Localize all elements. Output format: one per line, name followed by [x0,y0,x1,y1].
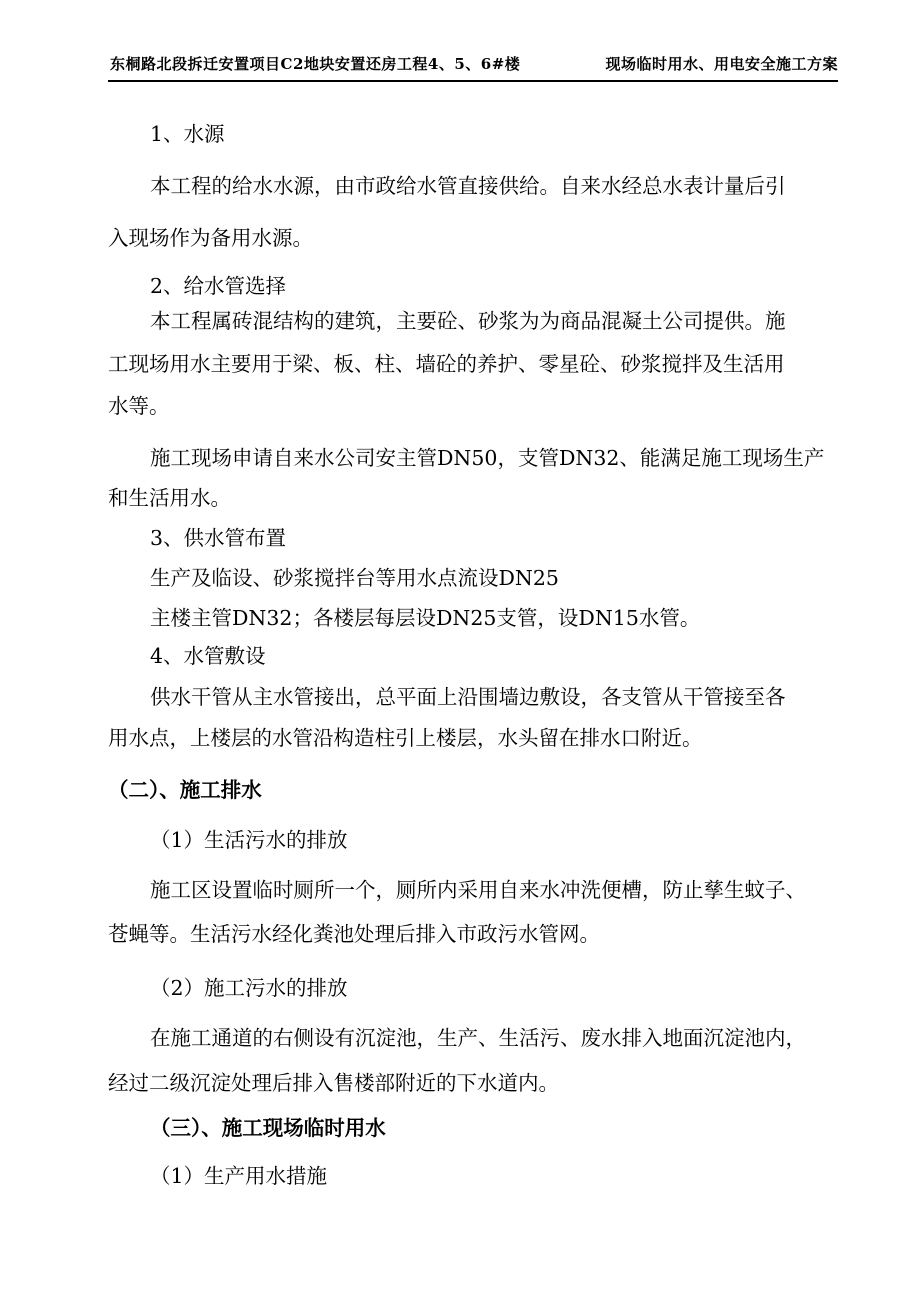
paragraph-line: 在施工通道的右侧设有沉淀池，生产、生活污、废水排入地面沉淀池内， [150,1026,806,1050]
paragraph-line: 主楼主管DN32；各楼层每层设DN25支管，设DN15水管。 [150,606,701,630]
page-header [108,50,838,82]
header-project-title: 东桐路北段拆迁安置项目C2地块安置还房工程4、5、6#楼 [110,55,521,73]
paragraph-line: 4、水管敷设 [150,644,266,668]
paragraph-line: 入现场作为备用水源。 [108,226,313,250]
paragraph-line: 水等。 [108,394,170,418]
paragraph-line: 本工程的给水水源，由市政给水管直接供给。自来水经总水表计量后引 [150,174,786,198]
paragraph-line: 2、给水管选择 [150,274,287,298]
paragraph-line: 经过二级沉淀处理后排入售楼部附近的下水道内。 [108,1071,559,1095]
paragraph-line: 施工区设置临时厕所一个，厕所内采用自来水冲洗便槽，防止孳生蚊子、 [150,878,806,902]
section-heading: （三）、施工现场临时用水 [150,1116,386,1140]
section-heading: （二）、施工排水 [108,778,262,802]
paragraph-line: 和生活用水。 [108,486,231,510]
paragraph-line: 生产及临设、砂浆搅拌台等用水点流设DN25 [150,566,559,590]
paragraph-line: 工现场用水主要用于梁、板、柱、墙砼的养护、零星砼、砂浆搅拌及生活用 [108,352,785,376]
paragraph-line: （1）生产用水措施 [150,1164,328,1188]
paragraph-line: 3、供水管布置 [150,526,287,550]
paragraph-line: 苍蝇等。生活污水经化粪池处理后排入市政污水管网。 [108,922,600,946]
paragraph-line: 供水干管从主水管接出，总平面上沿围墙边敷设，各支管从干管接至各 [150,685,786,709]
paragraph-line: 本工程属砖混结构的建筑，主要砼、砂浆为为商品混凝土公司提供。施 [150,309,786,333]
paragraph-line: （2）施工污水的排放 [150,976,348,1000]
paragraph-line: 1、水源 [150,122,225,146]
paragraph-line: 施工现场申请自来水公司安主管DN50，支管DN32、能满足施工现场生产 [150,446,825,470]
paragraph-line: 用水点，上楼层的水管沿构造柱引上楼层，水头留在排水口附近。 [108,726,703,750]
header-document-title: 现场临时用水、用电安全施工方案 [605,55,838,73]
paragraph-line: （1）生活污水的排放 [150,828,348,852]
